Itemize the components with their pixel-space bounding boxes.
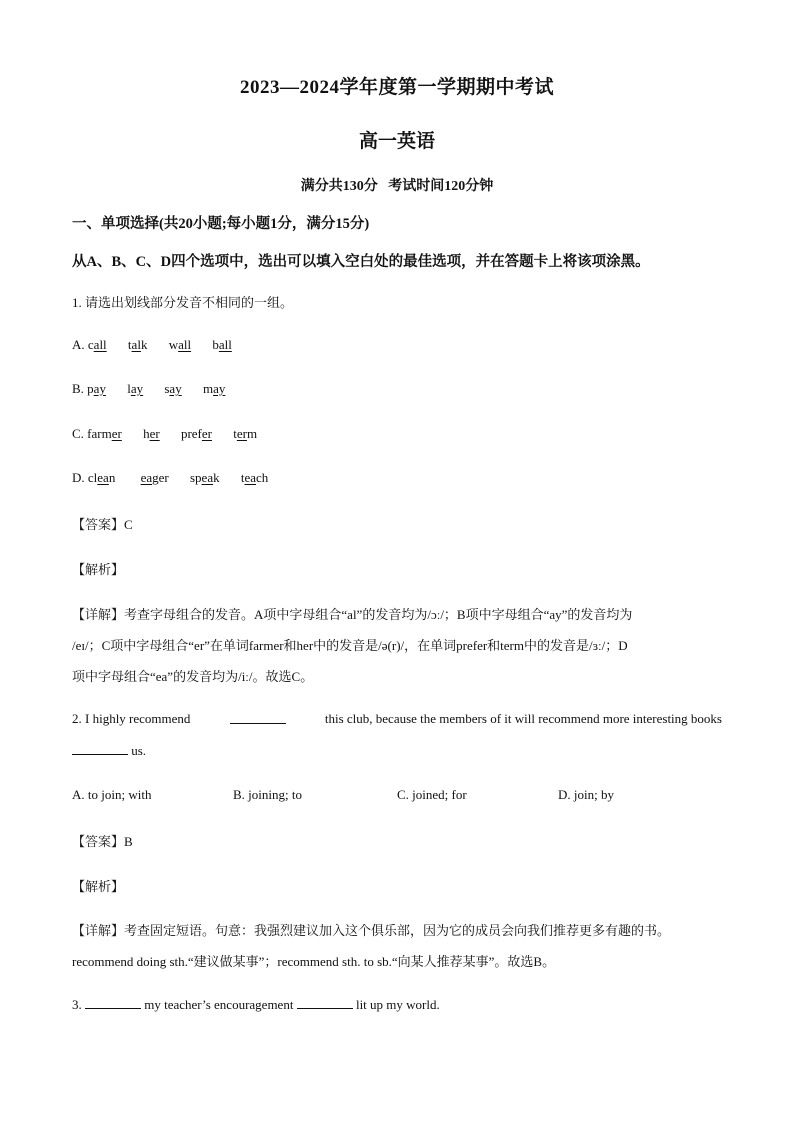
underlined-part: ay	[213, 381, 226, 396]
word-part: l	[127, 381, 131, 396]
q1-option-a	[72, 337, 232, 353]
word-part: c	[87, 337, 94, 352]
word-part: p	[87, 381, 94, 396]
answer-value: B	[124, 834, 133, 849]
word-part: t	[233, 426, 237, 441]
underlined-part: ea	[97, 470, 109, 485]
word	[181, 426, 212, 442]
word	[190, 470, 220, 486]
underlined-part: ea	[244, 470, 257, 485]
detail-tag: 【详解】	[72, 607, 125, 622]
word	[241, 470, 268, 486]
answer-tag: 【答案】	[72, 517, 125, 532]
word	[143, 426, 160, 442]
underlined-part: er	[111, 426, 122, 441]
detail-text: 考查字母组合的发音。A项中字母组合“al”的发音均为/ɔː/；B项中字母组合“ay”的发音均为	[124, 607, 633, 622]
word-part: pref	[180, 426, 202, 441]
q2-detail-line2: recommend doing sth.“建议做某事”；recommend sth. to sb.“向某人推荐某事”。故选B。	[72, 954, 556, 969]
stem-text: this club, because the members of it will recommend more interesting books	[324, 711, 722, 726]
q1-detail-line1	[72, 604, 632, 623]
q2-stem-line2	[72, 742, 146, 759]
q1-option-b	[72, 381, 225, 397]
word-part: sp	[189, 470, 202, 485]
option-label: D.	[72, 470, 88, 485]
word	[233, 426, 257, 442]
q2-option-d: D. join; by	[558, 787, 614, 802]
section-heading: 一、单项选择(共20小题;每小题1分，满分15分)	[72, 216, 370, 232]
q2-option-c: C. joined; for	[397, 787, 467, 802]
word	[141, 470, 169, 486]
word-part: k	[213, 470, 220, 485]
q2-stem-line1	[72, 711, 722, 727]
q2-option-b: B. joining; to	[233, 787, 302, 802]
word-part: b	[212, 337, 219, 352]
stem-text: us.	[131, 743, 147, 758]
stem-text: my teacher’s encouragement	[144, 997, 294, 1012]
option-label: B.	[72, 381, 88, 396]
word-part: w	[168, 337, 179, 352]
q1-detail-line3: 项中字母组合“ea”的发音均为/iː/。故选C。	[72, 669, 314, 684]
q2-option-a: A. to join; with	[72, 787, 152, 802]
exam-meta: 满分共130分 考试时间120分钟	[300, 179, 494, 194]
underlined-part: ay	[130, 381, 144, 396]
word	[212, 337, 232, 353]
q1-detail-line2: /eɪ/；C项中字母组合“er”在单词farmer和her中的发音是/ə(r)/，在单词prefer和term中的发音是/ɜː/；D	[72, 638, 628, 653]
underlined-part: ea	[140, 470, 153, 485]
answer-value: C	[124, 517, 133, 532]
exam-title: 2023—2024学年度第一学期期中考试	[239, 77, 554, 98]
answer-blank	[72, 742, 128, 755]
q1-stem: 1. 请选出划线部分发音不相同的一组。	[72, 295, 294, 310]
underlined-part: ea	[201, 470, 214, 485]
q1-option-c	[72, 426, 257, 442]
stem-text: 3.	[72, 997, 82, 1012]
word-part: k	[140, 337, 148, 352]
underlined-part: er	[236, 426, 247, 441]
word	[127, 381, 143, 397]
underlined-part: ay	[169, 381, 182, 396]
answer-blank	[230, 711, 286, 724]
q1-analysis-tag: 【解析】	[72, 562, 125, 577]
detail-tag: 【详解】	[72, 923, 125, 938]
underlined-part: er	[149, 426, 160, 441]
word-part: t	[240, 470, 245, 485]
option-label: A.	[72, 337, 88, 352]
word-part: s	[164, 381, 170, 396]
q2-detail-line1	[72, 920, 670, 939]
underlined-part: al	[131, 337, 141, 352]
word	[164, 381, 181, 397]
word-part: farm	[87, 426, 112, 441]
stem-text: lit up my world.	[355, 997, 440, 1012]
word	[203, 381, 225, 397]
word-part: n	[108, 470, 116, 485]
subject-title: 高一英语	[358, 131, 435, 152]
word-part: cl	[87, 470, 98, 485]
section-instruction: 从A、B、C、D四个选项中，选出可以填入空白处的最佳选项，并在答题卡上将该项涂黑。	[72, 254, 650, 270]
word-part: h	[143, 426, 150, 441]
underlined-part: all	[93, 337, 107, 352]
answer-tag: 【答案】	[72, 834, 125, 849]
word-part: ger	[152, 470, 169, 485]
word-part: ch	[256, 470, 269, 485]
q2-answer	[72, 831, 133, 850]
q1-option-d	[72, 470, 268, 486]
underlined-part: all	[218, 337, 232, 352]
underlined-part: ay	[93, 381, 106, 396]
word	[128, 337, 148, 353]
detail-text: 考查固定短语。句意：我强烈建议加入这个俱乐部，因为它的成员会向我们推荐更多有趣的书。	[124, 923, 671, 938]
answer-blank	[297, 996, 353, 1009]
underlined-part: all	[178, 337, 192, 352]
word-part: m	[246, 426, 258, 441]
q1-answer	[72, 514, 133, 533]
stem-text: 2. I highly recommend	[72, 711, 191, 726]
word-part: t	[127, 337, 132, 352]
q2-analysis-tag: 【解析】	[72, 879, 125, 894]
underlined-part: er	[201, 426, 212, 441]
q3-stem	[72, 996, 440, 1013]
option-label: C.	[72, 426, 88, 441]
word-part: m	[202, 381, 214, 396]
word	[169, 337, 191, 353]
answer-blank	[85, 996, 141, 1009]
